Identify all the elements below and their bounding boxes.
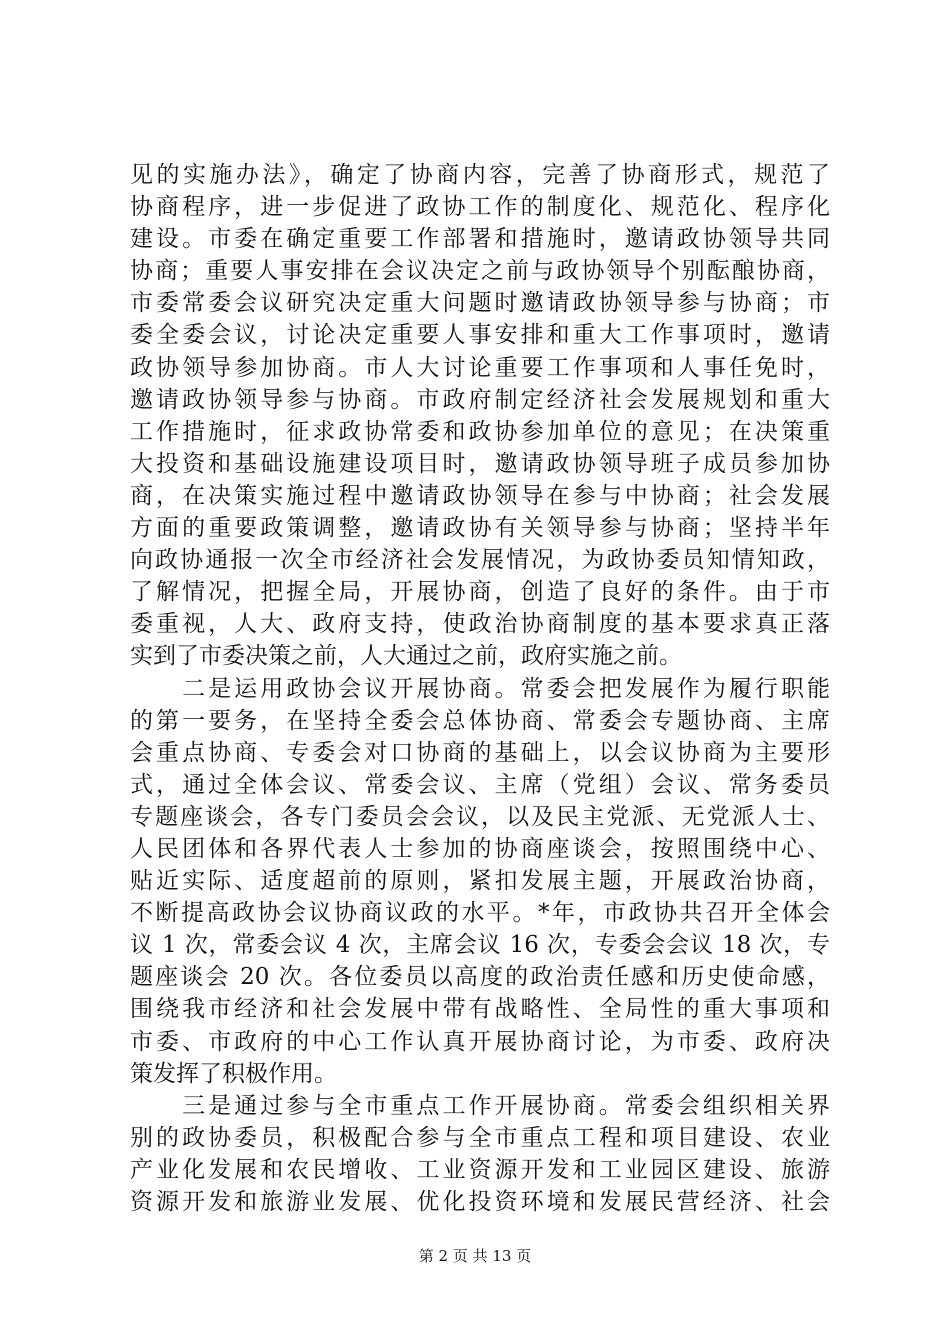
text-line: 大投资和基础设施建设项目时，邀请政协领导班子成员参加协 <box>130 450 830 477</box>
text-line: 别的政协委员，积极配合参与全市重点工程和项目建设、农业 <box>130 1124 830 1151</box>
text-line: 协商；重要人事安排在会议决定之前与政协领导个别酝酿协商， <box>130 258 830 285</box>
text-line: 不断提高政协会议协商议政的水平。*年，市政协共召开全体会 <box>130 900 830 927</box>
text-line: 题座谈会 20 次。各位委员以高度的政治责任感和历史使命感， <box>130 964 830 991</box>
text-line: 邀请政协领导参与协商。市政府制定经济社会发展规划和重大 <box>130 386 830 413</box>
body-text <box>130 159 830 1218</box>
text-line: 议 1 次，常委会议 4 次，主席会议 16 次，专委会会议 18 次，专 <box>130 932 830 959</box>
text-line: 实到了市委决策之前，人大通过之前，政府实施之前。 <box>130 643 682 670</box>
text-line: 会重点协商、专委会对口协商的基础上，以会议协商为主要形 <box>130 739 830 766</box>
text-line: 资源开发和旅游业发展、优化投资环境和发展民营经济、社会 <box>130 1189 830 1215</box>
text-line: 见的实施办法》，确定了协商内容，完善了协商形式，规范了 <box>130 162 830 188</box>
text-line: 式，通过全体会议、常委会议、主席（党组）会议、常务委员 <box>130 771 830 798</box>
page-footer: 第 2 页 共 13 页 <box>418 1247 532 1265</box>
text-line: 二是运用政协会议开展协商。常委会把发展作为履行职能 <box>130 675 830 702</box>
text-line: 产业化发展和农民增收、工业资源开发和工业园区建设、旅游 <box>130 1156 830 1183</box>
text-line: 建设。市委在确定重要工作部署和措施时，邀请政协领导共同 <box>130 226 830 253</box>
text-line: 专题座谈会，各专门委员会会议，以及民主党派、无党派人士、 <box>130 803 830 830</box>
text-line: 协商程序，进一步促进了政协工作的制度化、规范化、程序化 <box>130 194 830 221</box>
text-line: 委重视，人大、政府支持，使政治协商制度的基本要求真正落 <box>130 611 830 638</box>
text-line: 商，在决策实施过程中邀请政协领导在参与中协商；社会发展 <box>130 482 830 509</box>
text-line: 政协领导参加协商。市人大讨论重要工作事项和人事任免时， <box>130 354 830 381</box>
text-line: 三是通过参与全市重点工作开展协商。常委会组织相关界 <box>130 1092 830 1119</box>
text-line: 了解情况，把握全局，开展协商，创造了良好的条件。由于市 <box>130 579 830 606</box>
text-line: 市委常委会议研究决定重大问题时邀请政协领导参与协商；市 <box>130 290 830 317</box>
text-line: 市委、市政府的中心工作认真开展协商讨论，为市委、政府决 <box>130 1028 830 1055</box>
text-line: 策发挥了积极作用。 <box>130 1060 337 1087</box>
text-line: 委全委会议，讨论决定重要人事安排和重大工作事项时，邀请 <box>130 322 830 349</box>
text-line: 方面的重要政策调整，邀请政协有关领导参与协商；坚持半年 <box>130 515 830 542</box>
text-line: 贴近实际、适度超前的原则，紧扣发展主题，开展政治协商， <box>130 868 830 895</box>
text-line: 工作措施时，征求政协常委和政协参加单位的意见；在决策重 <box>130 418 830 445</box>
text-line: 向政协通报一次全市经济社会发展情况，为政协委员知情知政， <box>130 547 830 574</box>
text-line: 的第一要务，在坚持全委会总体协商、常委会专题协商、主席 <box>130 707 830 734</box>
text-line: 人民团体和各界代表人士参加的协商座谈会，按照围绕中心、 <box>130 835 830 862</box>
text-line: 围绕我市经济和社会发展中带有战略性、全局性的重大事项和 <box>130 996 830 1023</box>
